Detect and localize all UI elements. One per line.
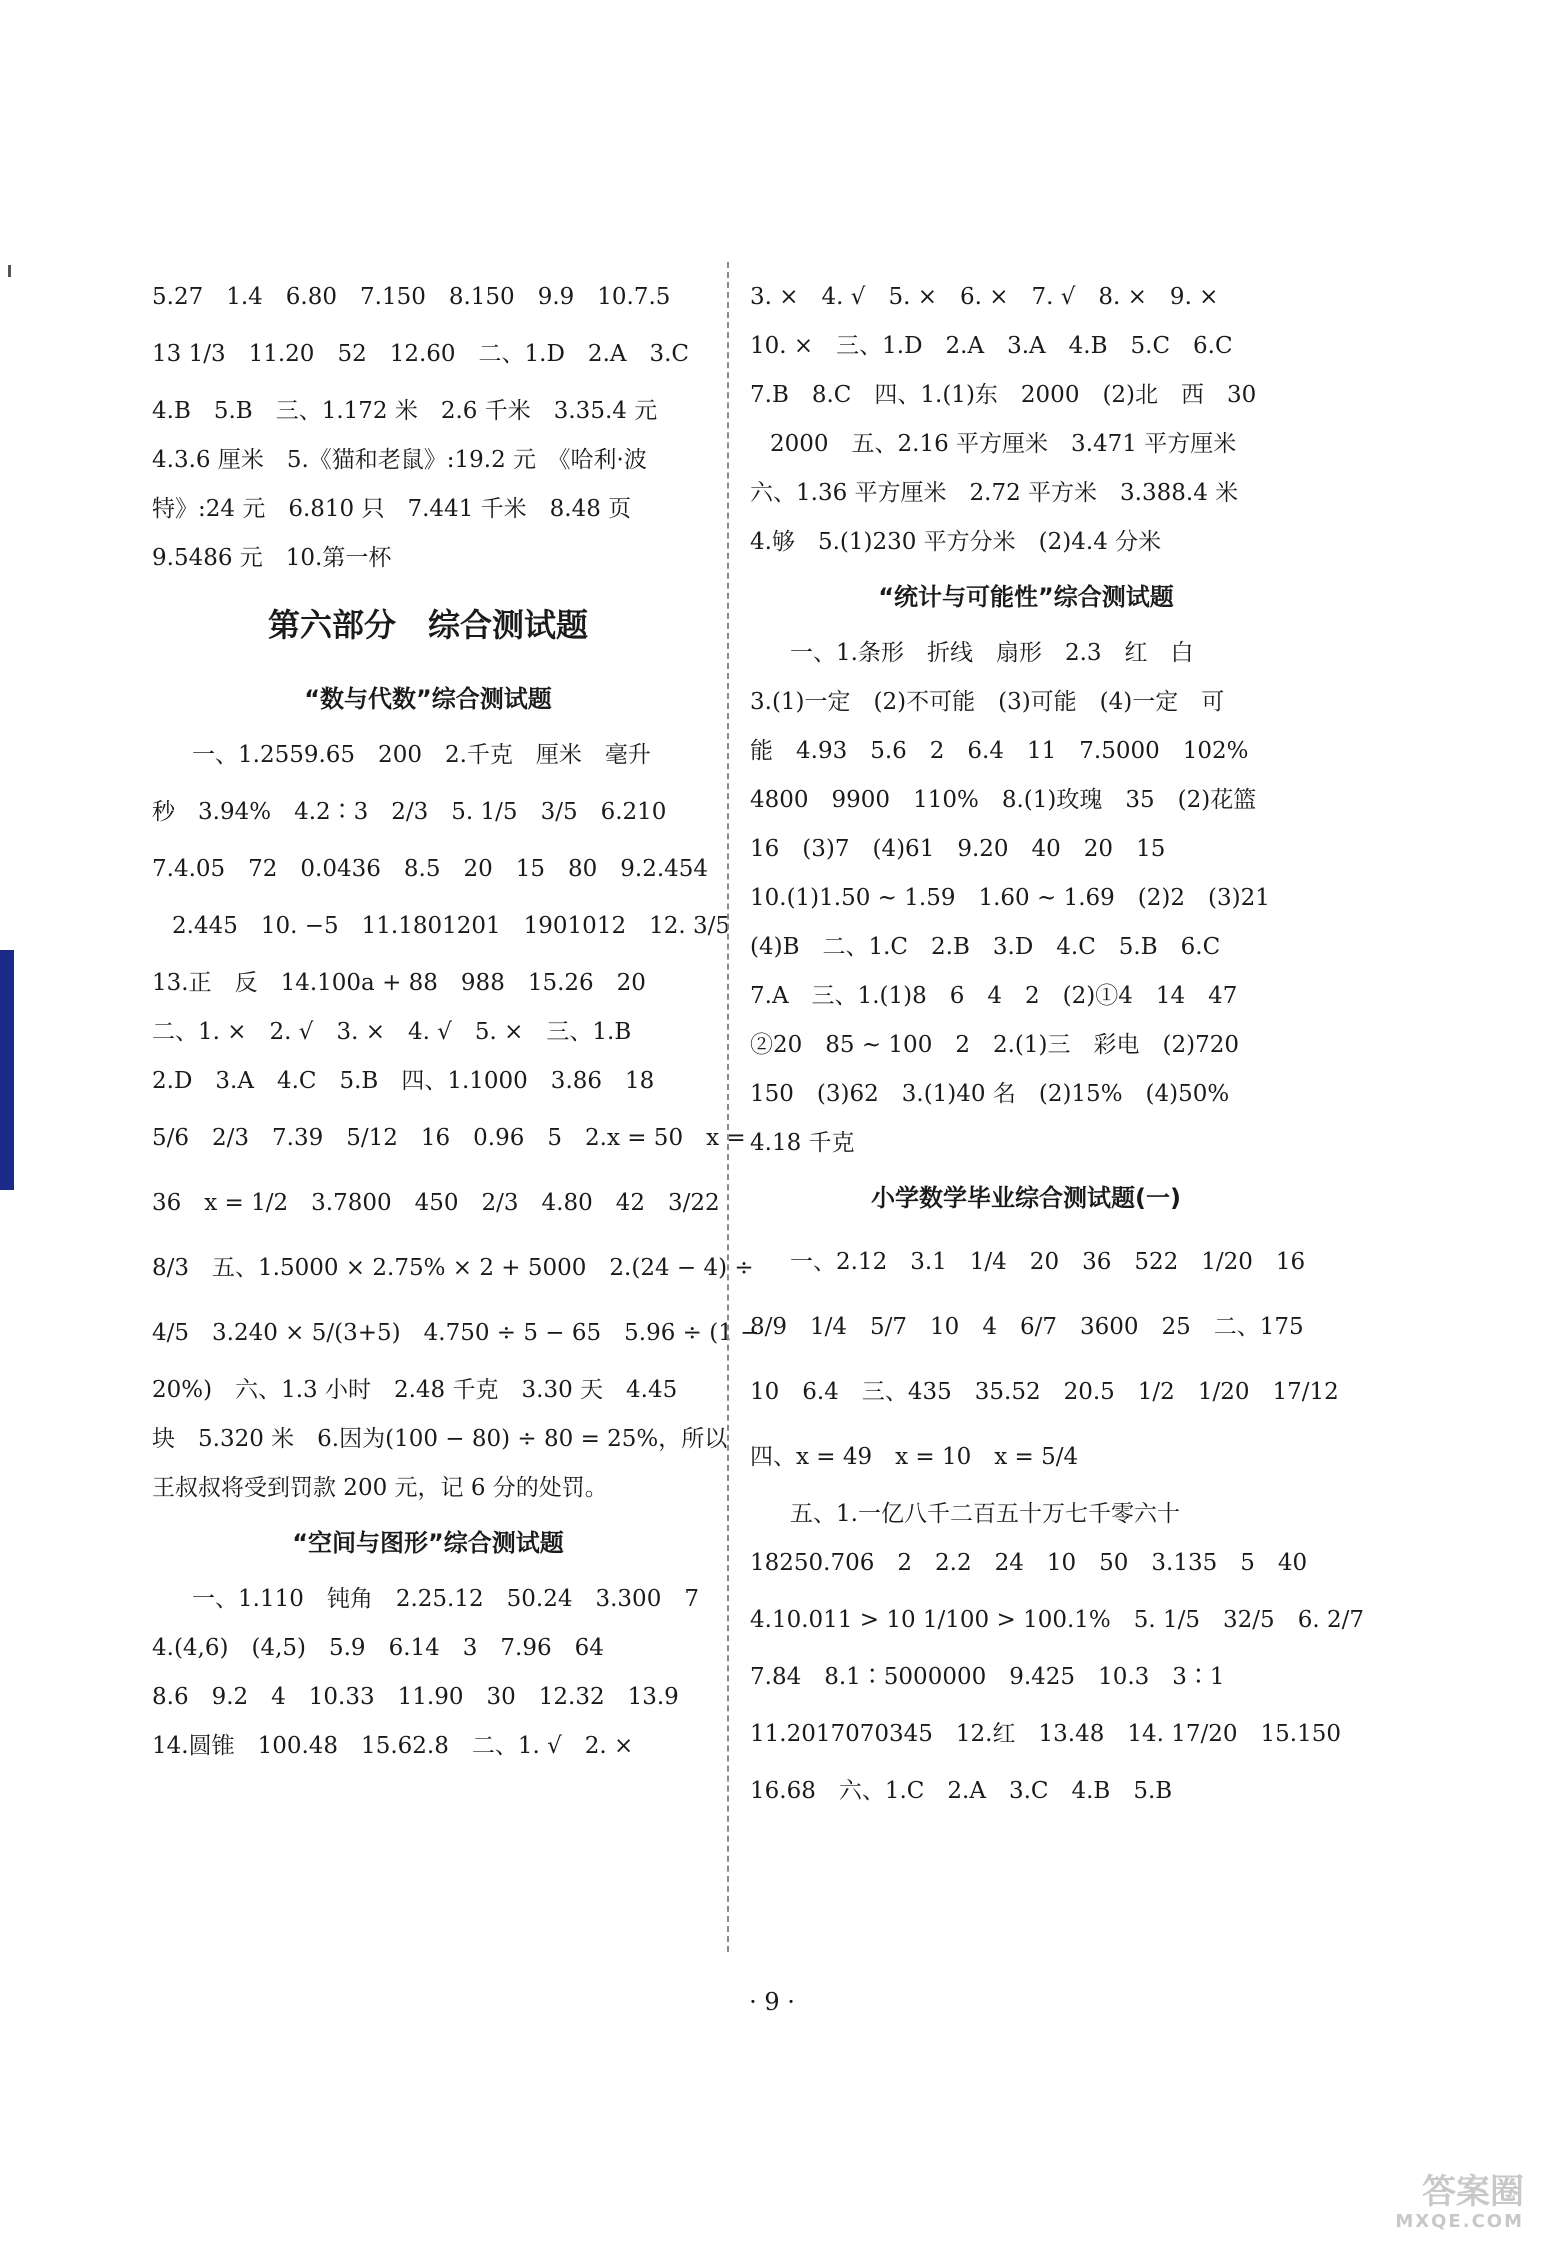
answer-line: 3.(1)一定 (2)不可能 (3)可能 (4)一定 可 <box>750 688 1225 715</box>
answer-line: 能 4.93 5.6 2 6.4 11 7.5000 102% <box>750 737 1249 764</box>
answer-line: 7.4.05 72 0.0436 8.5 20 15 80 9.2.454 <box>152 855 709 882</box>
answer-line: 2.445 10. −5 11.1801201 1901012 12. 3/5 <box>172 912 730 939</box>
answer-line: 8/9 1/4 5/7 10 4 6/7 3600 25 二、175 <box>750 1313 1304 1340</box>
left-column <box>152 272 760 1770</box>
answer-line: 四、x = 49 x = 10 x = 5/4 <box>750 1443 1079 1470</box>
answer-line: 14.圆锥 100.48 15.62.8 二、1. √ 2. × <box>152 1732 634 1759</box>
answer-line: 4.18 千克 <box>750 1129 855 1156</box>
answer-line: 一、1.条形 折线 扇形 2.3 红 白 <box>790 639 1194 666</box>
answer-line: 4.(4,6) (4,5) 5.9 6.14 3 7.96 64 <box>152 1634 604 1661</box>
right-column <box>750 272 1364 1815</box>
section-heading: “统计与可能性”综合测试题 <box>878 583 1174 611</box>
answer-line: 一、2.12 3.1 1/4 20 36 522 1/20 16 <box>790 1248 1306 1275</box>
answer-line: (4)B 二、1.C 2.B 3.D 4.C 5.B 6.C <box>750 933 1221 960</box>
answer-line: 7.A 三、1.(1)8 6 4 2 (2)①4 14 47 <box>750 982 1238 1009</box>
answer-line: 7.B 8.C 四、1.(1)东 2000 (2)北 西 30 <box>750 381 1257 408</box>
answer-line: 王叔叔将受到罚款 200 元，记 6 分的处罚。 <box>152 1474 608 1501</box>
answer-line: 4/5 3.240 × 5/(3+5) 4.750 ÷ 5 − 65 5.96 ÷ (1 − <box>152 1319 760 1346</box>
answer-line: 2.D 3.A 4.C 5.B 四、1.1000 3.86 18 <box>152 1067 655 1094</box>
answer-line: 10.(1)1.50 ~ 1.59 1.60 ~ 1.69 (2)2 (3)21 <box>750 884 1270 911</box>
answer-line: 8.6 9.2 4 10.33 11.90 30 12.32 13.9 <box>152 1683 679 1710</box>
answer-line: 块 5.320 米 6.因为(100 − 80) ÷ 80 = 25%，所以 <box>152 1425 728 1452</box>
answer-line: ②20 85 ~ 100 2 2.(1)三 彩电 (2)720 <box>750 1031 1239 1058</box>
answer-line: 16.68 六、1.C 2.A 3.C 4.B 5.B <box>750 1777 1173 1804</box>
answer-line: 16 (3)7 (4)61 9.20 40 20 15 <box>750 835 1166 862</box>
answer-line: 五、1.一亿八千二百五十万七千零六十 <box>790 1500 1180 1527</box>
section-heading: 第六部分 综合测试题 <box>267 606 588 644</box>
answer-line: 13.正 反 14.100a + 88 988 15.26 20 <box>152 969 646 996</box>
section-heading: 小学数学毕业综合测试题(一) <box>871 1184 1181 1212</box>
answer-line: 一、1.110 钝角 2.25.12 50.24 3.300 7 <box>192 1585 699 1612</box>
binding-edge-bar <box>0 950 14 1190</box>
answer-line: 一、1.2559.65 200 2.千克 厘米 毫升 <box>192 741 651 768</box>
answer-line: 2000 五、2.16 平方厘米 3.471 平方厘米 <box>770 430 1237 457</box>
column-divider <box>727 262 729 1952</box>
answer-line: 4.10.011 > 10 1/100 > 100.1% 5. 1/5 32/5 6. 2/7 <box>750 1606 1364 1633</box>
answer-line: 150 (3)62 3.(1)40 名 (2)15% (4)50% <box>750 1080 1230 1107</box>
answer-line: 13 1/3 11.20 52 12.60 二、1.D 2.A 3.C <box>152 340 690 367</box>
answer-line: 8/3 五、1.5000 × 2.75% × 2 + 5000 2.(24 − 4) ÷ <box>152 1254 754 1281</box>
watermark-logo <box>1324 2172 1524 2237</box>
page-number: · 9 · <box>749 1988 795 2016</box>
answer-line: 36 x = 1/2 3.7800 450 2/3 4.80 42 3/22 <box>152 1189 720 1216</box>
answer-line: 10. × 三、1.D 2.A 3.A 4.B 5.C 6.C <box>750 332 1233 359</box>
watermark-main: 答案圈 <box>1422 2172 1524 2212</box>
answer-line: 二、1. × 2. √ 3. × 4. √ 5. × 三、1.B <box>152 1018 632 1045</box>
answer-line: 11.2017070345 12.红 13.48 14. 17/20 15.150 <box>750 1720 1341 1747</box>
answer-line: 5.27 1.4 6.80 7.150 8.150 9.9 10.7.5 <box>152 283 671 310</box>
answer-line: 5/6 2/3 7.39 5/12 16 0.96 5 2.x = 50 x = <box>152 1124 746 1151</box>
answer-line: 18250.706 2 2.2 24 10 50 3.135 5 40 <box>750 1549 1308 1576</box>
answer-line: 4.B 5.B 三、1.172 米 2.6 千米 3.35.4 元 <box>152 397 658 424</box>
section-heading: “空间与图形”综合测试题 <box>292 1529 564 1557</box>
answer-line: 六、1.36 平方厘米 2.72 平方米 3.388.4 米 <box>750 479 1239 506</box>
answer-line: 4.够 5.(1)230 平方分米 (2)4.4 分米 <box>750 528 1162 555</box>
answer-line: 4800 9900 110% 8.(1)玫瑰 35 (2)花篮 <box>750 786 1257 813</box>
answer-line: 9.5486 元 10.第一杯 <box>152 544 392 571</box>
watermark-sub: MXQE.COM <box>1395 2211 1524 2232</box>
section-heading: “数与代数”综合测试题 <box>304 685 552 713</box>
answer-line: 特》:24 元 6.810 只 7.441 千米 8.48 页 <box>152 495 632 522</box>
answer-line: 20%) 六、1.3 小时 2.48 千克 3.30 天 4.45 <box>152 1376 678 1403</box>
answer-line: 3. × 4. √ 5. × 6. × 7. √ 8. × 9. × <box>750 283 1219 310</box>
edge-mark <box>8 265 11 277</box>
answer-line: 4.3.6 厘米 5.《猫和老鼠》:19.2 元 《哈利·波 <box>152 446 647 473</box>
answer-line: 7.84 8.1∶5000000 9.425 10.3 3∶1 <box>750 1663 1225 1690</box>
answer-line: 10 6.4 三、435 35.52 20.5 1/2 1/20 17/12 <box>750 1378 1339 1405</box>
answer-line: 秒 3.94% 4.2∶3 2/3 5. 1/5 3/5 6.210 <box>152 798 667 825</box>
